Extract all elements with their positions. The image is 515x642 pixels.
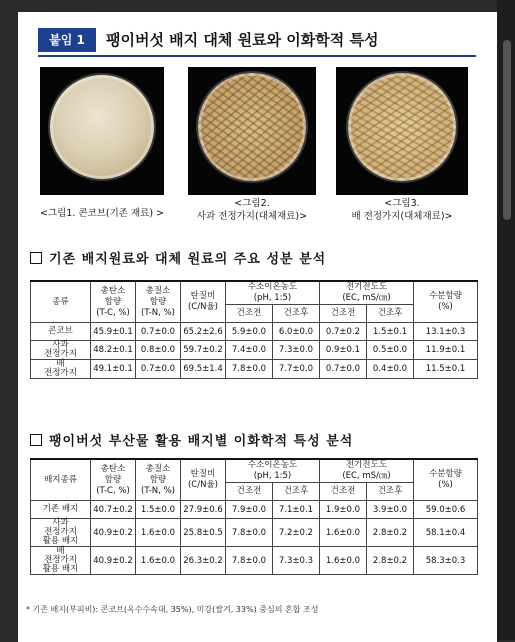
- col-tn: [136, 459, 181, 501]
- header-text: 전기전도도: [345, 460, 388, 470]
- cell-ph-after: 7.3±0.0: [273, 341, 320, 360]
- header-text: (T-C, %): [96, 307, 130, 318]
- row-label: [31, 501, 91, 519]
- header-text: 함량: [149, 474, 167, 485]
- row-label-line: 사과: [52, 518, 69, 528]
- table-body: [31, 501, 478, 575]
- col-tn: [136, 281, 181, 323]
- cell-ph-after: 7.7±0.0: [273, 360, 320, 379]
- col-ph: [226, 459, 320, 483]
- col-ec-before: 건조전: [320, 305, 367, 323]
- cell-cn: 65.2±2.6: [181, 323, 226, 341]
- header-text: 수소이온농도: [247, 460, 298, 470]
- table-row: [31, 519, 478, 547]
- cell-ec-before: 1.6±0.0: [320, 547, 367, 575]
- table-raw-materials: [30, 280, 478, 379]
- petri-dish-pear-branch: [348, 73, 456, 181]
- cell-moisture: 11.5±0.1: [414, 360, 478, 379]
- cell-ph-before: 7.8±0.0: [226, 547, 273, 575]
- cell-ph-before: 7.8±0.0: [226, 360, 273, 379]
- header-text: 함량: [149, 296, 167, 307]
- header-text: (EC, mS/㎝): [342, 471, 391, 481]
- col-moisture: [414, 459, 478, 501]
- attachment-tag: 붙임 1: [38, 28, 96, 52]
- header-text: 함량: [104, 296, 122, 307]
- col-ph-before: 건조전: [226, 483, 273, 501]
- section-1-title: [30, 248, 326, 267]
- row-label: [31, 519, 91, 547]
- petri-dish-apple-branch: [198, 73, 306, 181]
- cell-tc: 40.9±0.2: [91, 547, 136, 575]
- header-text: 총질소: [145, 285, 171, 296]
- figure-1-caption: <그림1. 콘코브(기존 재료) >: [39, 208, 165, 219]
- col-cn: [181, 459, 226, 501]
- section-1-title-text: 기존 배지원료와 대체 원료의 주요 성분 분석: [49, 252, 327, 267]
- cell-tn: 1.5±0.0: [136, 501, 181, 519]
- cell-ec-after: 0.5±0.0: [367, 341, 414, 360]
- cell-tc: 48.2±0.1: [91, 341, 136, 360]
- cell-ph-after: 7.3±0.3: [273, 547, 320, 575]
- row-label-line: 배: [56, 359, 65, 369]
- col-cn: [181, 281, 226, 323]
- section-2-title-text: 팽이버섯 부산물 활용 배지별 이화학적 특성 분석: [49, 434, 354, 449]
- cell-cn: 25.8±0.5: [181, 519, 226, 547]
- caption-line: <그림2.: [234, 198, 270, 209]
- document-page: [18, 12, 497, 642]
- col-ec-after: 건조후: [367, 305, 414, 323]
- cell-ph-after: 7.1±0.1: [273, 501, 320, 519]
- header-text: 탄질비: [190, 291, 216, 301]
- header-text: 수소이온농도: [247, 282, 298, 292]
- cell-ph-before: 7.4±0.0: [226, 341, 273, 360]
- cell-ph-before: 7.8±0.0: [226, 519, 273, 547]
- col-ec: [320, 281, 414, 305]
- col-tc: [91, 281, 136, 323]
- header-text: (C/N율): [187, 302, 218, 312]
- header-text: 수분함량: [429, 291, 462, 301]
- col-ph-after: 건조후: [273, 483, 320, 501]
- header-text: (pH, 1:5): [253, 471, 292, 481]
- cell-ph-before: 5.9±0.0: [226, 323, 273, 341]
- table-row: [31, 341, 478, 360]
- row-label: [31, 547, 91, 575]
- row-label-line: 배: [56, 546, 65, 556]
- figure-3-photo: [336, 67, 468, 195]
- cell-tn: 0.8±0.0: [136, 341, 181, 360]
- cell-moisture: 58.3±0.3: [414, 547, 478, 575]
- cell-ec-after: 0.4±0.0: [367, 360, 414, 379]
- cell-ec-before: 0.7±0.0: [320, 360, 367, 379]
- row-label-line: 전정가지: [44, 349, 77, 359]
- figure-2-caption: [176, 197, 328, 223]
- cell-tn: 0.7±0.0: [136, 360, 181, 379]
- col-ec-after: 건조후: [367, 483, 414, 501]
- header-text: (EC, mS/㎝): [342, 293, 391, 303]
- header-text: 수분함량: [429, 469, 462, 479]
- scrollbar-thumb[interactable]: [503, 40, 511, 220]
- figure-2-photo: [188, 67, 316, 195]
- table-row: [31, 501, 478, 519]
- row-label-line: 활용 배지: [42, 564, 79, 574]
- cell-tn: 1.6±0.0: [136, 519, 181, 547]
- col-ph: [226, 281, 320, 305]
- cell-moisture: 59.0±0.6: [414, 501, 478, 519]
- col-ph-after: 건조후: [273, 305, 320, 323]
- cell-ec-before: 0.7±0.2: [320, 323, 367, 341]
- table-row: [31, 323, 478, 341]
- cell-ec-before: 1.6±0.0: [320, 519, 367, 547]
- cell-ph-before: 7.9±0.0: [226, 501, 273, 519]
- col-tc: [91, 459, 136, 501]
- cell-moisture: 58.1±0.4: [414, 519, 478, 547]
- header-text: (C/N율): [187, 480, 218, 490]
- cell-ec-before: 0.9±0.1: [320, 341, 367, 360]
- header-text: (%): [438, 302, 453, 312]
- cell-cn: 69.5±1.4: [181, 360, 226, 379]
- title-underline: [38, 55, 476, 57]
- petri-dish-corncob: [50, 75, 154, 179]
- col-moisture: [414, 281, 478, 323]
- header-text: (pH, 1:5): [253, 293, 292, 303]
- cell-cn: 59.7±0.2: [181, 341, 226, 360]
- header-text: (T-C, %): [96, 485, 130, 496]
- cell-cn: 26.3±0.2: [181, 547, 226, 575]
- header-text: 총탄소: [100, 463, 126, 474]
- footnote: * 기존 배지(부피비): 콘코브(옥수수속대, 35%), 미강(쌀겨, 33%) 중심의 혼합 조성: [26, 605, 319, 614]
- row-label-line: 콘코브: [48, 326, 73, 336]
- scrollbar-track[interactable]: [497, 0, 515, 640]
- caption-line: <그림3.: [384, 198, 420, 209]
- row-label: [31, 360, 91, 379]
- header-text: 탄질비: [190, 469, 216, 479]
- cell-ec-before: 1.9±0.0: [320, 501, 367, 519]
- header-text: 전기전도도: [345, 282, 388, 292]
- row-label-line: 전정가지: [44, 555, 77, 565]
- cell-ph-after: 6.0±0.0: [273, 323, 320, 341]
- cell-tc: 40.7±0.2: [91, 501, 136, 519]
- cell-tn: 0.7±0.0: [136, 323, 181, 341]
- cell-tc: 40.9±0.2: [91, 519, 136, 547]
- table-row: [31, 360, 478, 379]
- cell-moisture: 11.9±0.1: [414, 341, 478, 360]
- col-ec: [320, 459, 414, 483]
- section-2-title: [30, 430, 353, 449]
- table-row: [31, 547, 478, 575]
- col-ec-before: 건조전: [320, 483, 367, 501]
- col-type: 종류: [31, 281, 91, 323]
- cell-ec-after: 2.8±0.2: [367, 547, 414, 575]
- header-text: (T-N, %): [141, 307, 175, 318]
- row-label-line: 전정가지: [44, 368, 77, 378]
- table-body: [31, 323, 478, 379]
- cell-tn: 1.6±0.0: [136, 547, 181, 575]
- row-label-line: 기존 배지: [42, 504, 79, 514]
- col-type: 배지종류: [31, 459, 91, 501]
- col-ph-before: 건조전: [226, 305, 273, 323]
- cell-ec-after: 2.8±0.2: [367, 519, 414, 547]
- header-text: 총탄소: [100, 285, 126, 296]
- checkbox-square-icon: [30, 434, 42, 446]
- header-text: (%): [438, 480, 453, 490]
- cell-tc: 45.9±0.1: [91, 323, 136, 341]
- header: [38, 28, 476, 58]
- header-text: 총질소: [145, 463, 171, 474]
- cell-tc: 49.1±0.1: [91, 360, 136, 379]
- caption-line: 사과 전정가지(대체재료)>: [196, 211, 308, 222]
- page-title: 팽이버섯 배지 대체 원료와 이화학적 특성: [106, 31, 379, 49]
- header-text: 함량: [104, 474, 122, 485]
- table-media: [30, 458, 478, 575]
- row-label: [31, 341, 91, 360]
- cell-cn: 27.9±0.6: [181, 501, 226, 519]
- row-label-line: 활용 배지: [42, 536, 79, 546]
- header-text: (T-N, %): [141, 485, 175, 496]
- figure-3-caption: [326, 197, 478, 223]
- cell-ph-after: 7.2±0.2: [273, 519, 320, 547]
- figure-1-photo: [40, 67, 164, 195]
- cell-ec-after: 1.5±0.1: [367, 323, 414, 341]
- cell-ec-after: 3.9±0.0: [367, 501, 414, 519]
- row-label-line: 전정가지: [44, 527, 77, 537]
- row-label-line: 사과: [52, 340, 69, 350]
- cell-moisture: 13.1±0.3: [414, 323, 478, 341]
- row-label: [31, 323, 91, 341]
- checkbox-square-icon: [30, 252, 42, 264]
- caption-line: 배 전정가지(대체재료)>: [351, 211, 453, 222]
